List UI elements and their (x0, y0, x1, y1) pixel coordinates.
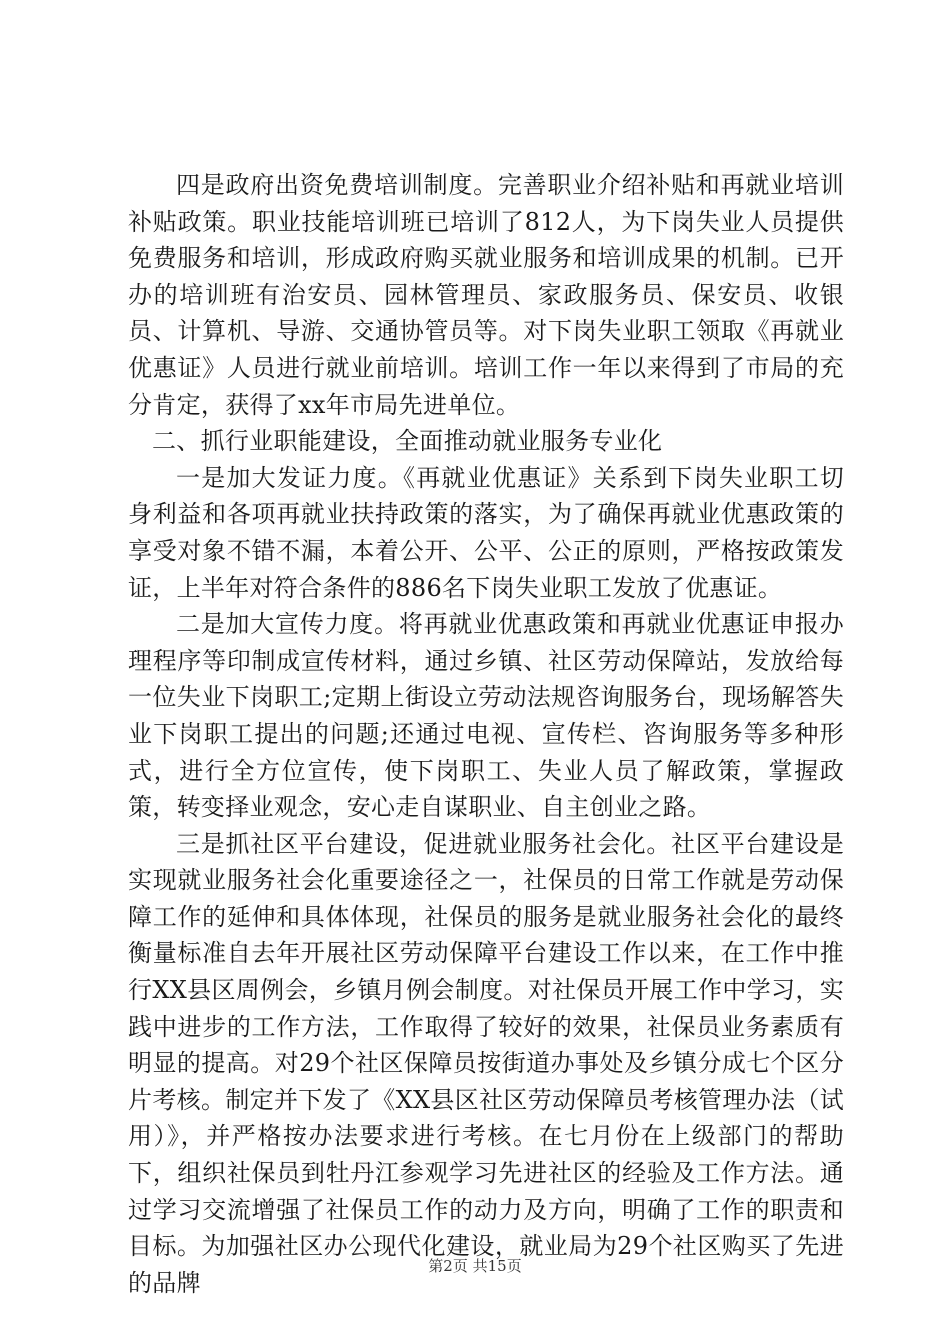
paragraph-publicity: 二是加大宣传力度。将再就业优惠政策和再就业优惠证申报办理程序等印制成宣传材料，通过乡镇、社区劳动保障站，发放给每一位失业下岗职工;定期上街设立劳动法规咨询服务台，现场解答失业下岗职工提出的问题;还通过电视、宣传栏、咨询服务等多种形式，进行全方位宣传，使下岗职工、失业人员了解政策，掌握政策，转变择业观念，安心走自谋职业、自主创业之路。 (128, 610, 844, 822)
page-footer (0, 1256, 950, 1276)
page-number: 第2页 (428, 1257, 468, 1275)
page-total: 共15页 (472, 1257, 522, 1275)
document-body (128, 167, 844, 1301)
paragraph-community-platform: 三是抓社区平台建设，促进就业服务社会化。社区平台建设是实现就业服务社会化重要途径之一，社保员的日常工作就是劳动保障工作的延伸和具体体现，社保员的服务是就业服务社会化的最终衡量标准自去年开展社区劳动保障平台建设工作以来，在工作中推行XX县区周例会，乡镇月例会制度。对社保员开展工作中学习，实践中进步的工作方法，工作取得了较好的效果，社保员业务素质有明显的提高。对29个社区保障员按街道办事处及乡镇分成七个区分片考核。制定并下发了《XX县区社区劳动保障员考核管理办法（试用）》，并严格按办法要求进行考核。在七月份在上级部门的帮助下，组织社保员到牡丹江参观学习先进社区的经验及工作方法。通过学习交流增强了社保员工作的动力及方向，明确了工作的职责和目标。为加强社区办公现代化建设，就业局为29个社区购买了先进的品牌 (128, 829, 844, 1297)
paragraph-certificate-issuance: 一是加大发证力度。《再就业优惠证》关系到下岗失业职工切身利益和各项再就业扶持政策的落实，为了确保再就业优惠政策的享受对象不错不漏，本着公开、公平、公正的原则，严格按政策发证，上半年对符合条件的886名下岗失业职工发放了优惠证。 (128, 463, 844, 602)
paragraph-training-policy: 四是政府出资免费培训制度。完善职业介绍补贴和再就业培训补贴政策。职业技能培训班已培训了812人，为下岗失业人员提供免费服务和培训，形成政府购买就业服务和培训成果的机制。已开办的培训班有治安员、园林管理员、家政服务员、保安员、收银员、计算机、导游、交通协管员等。对下岗失业职工领取《再就业优惠证》人员进行就业前培训。培训工作一年以来得到了市局的充分肯定，获得了xx年市局先进单位。 (128, 171, 844, 419)
section-heading: 二、抓行业职能建设，全面推动就业服务专业化 (152, 427, 663, 456)
